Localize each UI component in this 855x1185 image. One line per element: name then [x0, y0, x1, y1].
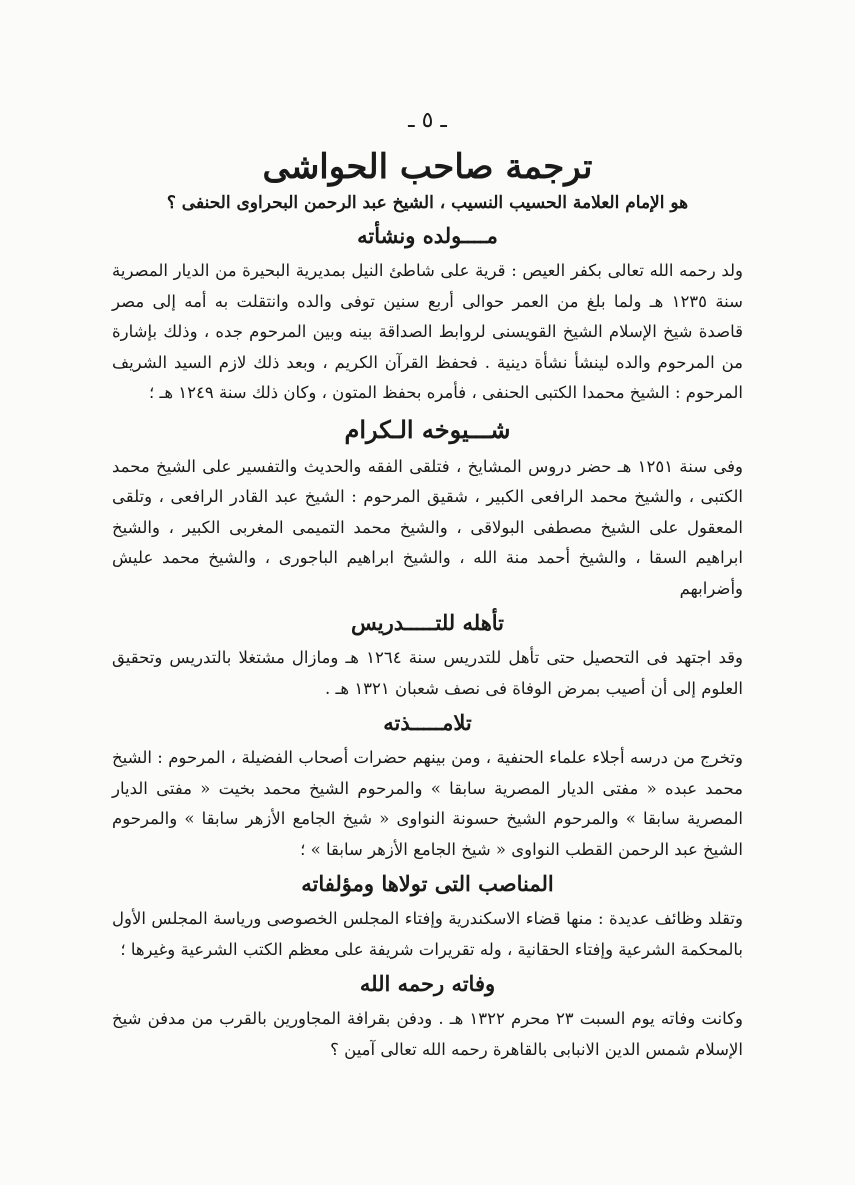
heading-death: وفاته رحمه الله [359, 971, 496, 996]
heading-students: تلامـــــذته [383, 710, 472, 735]
paragraph-teaching: وقد اجتهد فى التحصيل حتى تأهل للتدريس سنة ١٢٦٤ هـ ومازال مشتغلا بالتدريس وتحقيق العلوم إلى أن أصيب بمرض الوفاة فى نصف شعبان ١٣٢١ هـ . [112, 648, 744, 698]
paragraph-teachers: وفى سنة ١٢٥١ هـ حضر دروس المشايخ ، فتلقى الفقه والحديث والتفسير على الشيخ محمد الكتبى ، والشيخ محمد الرافعى الكبير ، شقيق المرحوم : الشيخ عبد القادر الرافعى ، وتلقى المعقول على الشيخ مصطفى البولاقى ، والشيخ محمد التميمى المغربى الكبير ، والشيخ ابراهيم السقا ، والشيخ أحمد منة الله ، والشيخ ابراهيم الباجورى ، والشيخ محمد عليش وأضرابهم [112, 456, 743, 598]
intro-line: هو الإمام العلامة الحسيب النسيب ، الشيخ عبد الرحمن البحراوى الحنفى ؟ [166, 193, 689, 213]
heading-teaching: تأهله للتـــــدريس [350, 610, 505, 635]
paragraph-birth: ولد رحمه الله تعالى بكفر العيص : قرية على شاطئ النيل بمديرية البحيرة من الديار المصرية سنة ١٢٣٥ هـ ولما بلغ من العمر حوالى أربع سنين توفى والده وانتقلت به أمه إلى مصر قاصدة شيخ الإسلام الشيخ القويسنى لروابط الصداقة بينه وبين المرحوم جده ، وذلك بإشارة من المرحوم والده لينشأ نشأة دينية . فحفظ القرآن الكريم ، وبعد ذلك لازم السيد الشريف المرحوم : الشيخ محمدا الكتبى الحنفى ، فأمره بحفظ المتون ، وكان ذلك سنة ١٢٤٩ هـ ؛ [112, 261, 743, 402]
paragraph-students: وتخرج من درسه أجلاء علماء الحنفية ، ومن بينهم حضرات أصحاب الفضيلة ، المرحوم : الشيخ محمد عبده « مفتى الديار المصرية سابقا » والمرحوم الشيخ محمد بخيت « مفتى الديار المصرية سابقا » والمرحوم الشيخ حسونة النواوى « شيخ الجامع الأزهر سابقا » والمرحوم الشيخ عبد الرحمن القطب النواوى « شيخ الجامع الأزهر سابقا » ؛ [112, 748, 743, 859]
heading-positions: المناصب التى تولاها ومؤلفاته [301, 871, 554, 896]
paragraph-positions: وتقلد وظائف عديدة : منها قضاء الاسكندرية وإفتاء المجلس الخصوصى ورياسة المجلس الأول بالمحكمة الشرعية وإفتاء الحقانية ، وله تقريرات شريفة على معظم الكتب الشرعية وغيرها ؛ [112, 909, 743, 959]
heading-birth: مــــولده ونشأته [357, 223, 498, 248]
page-number: ـ ٥ ـ [408, 108, 447, 133]
heading-teachers: شـــيوخه الـكرام [344, 414, 511, 444]
page-title: ترجمة صاحب الحواشى [262, 147, 593, 187]
paragraph-death: وكانت وفاته يوم السبت ٢٣ محرم ١٣٢٢ هـ . ودفن بقرافة المجاورين بالقرب من مدفن شيخ الإسلام شمس الدين الانبابى بالقاهرة رحمه الله تعالى آمين ؟ [112, 1009, 743, 1059]
